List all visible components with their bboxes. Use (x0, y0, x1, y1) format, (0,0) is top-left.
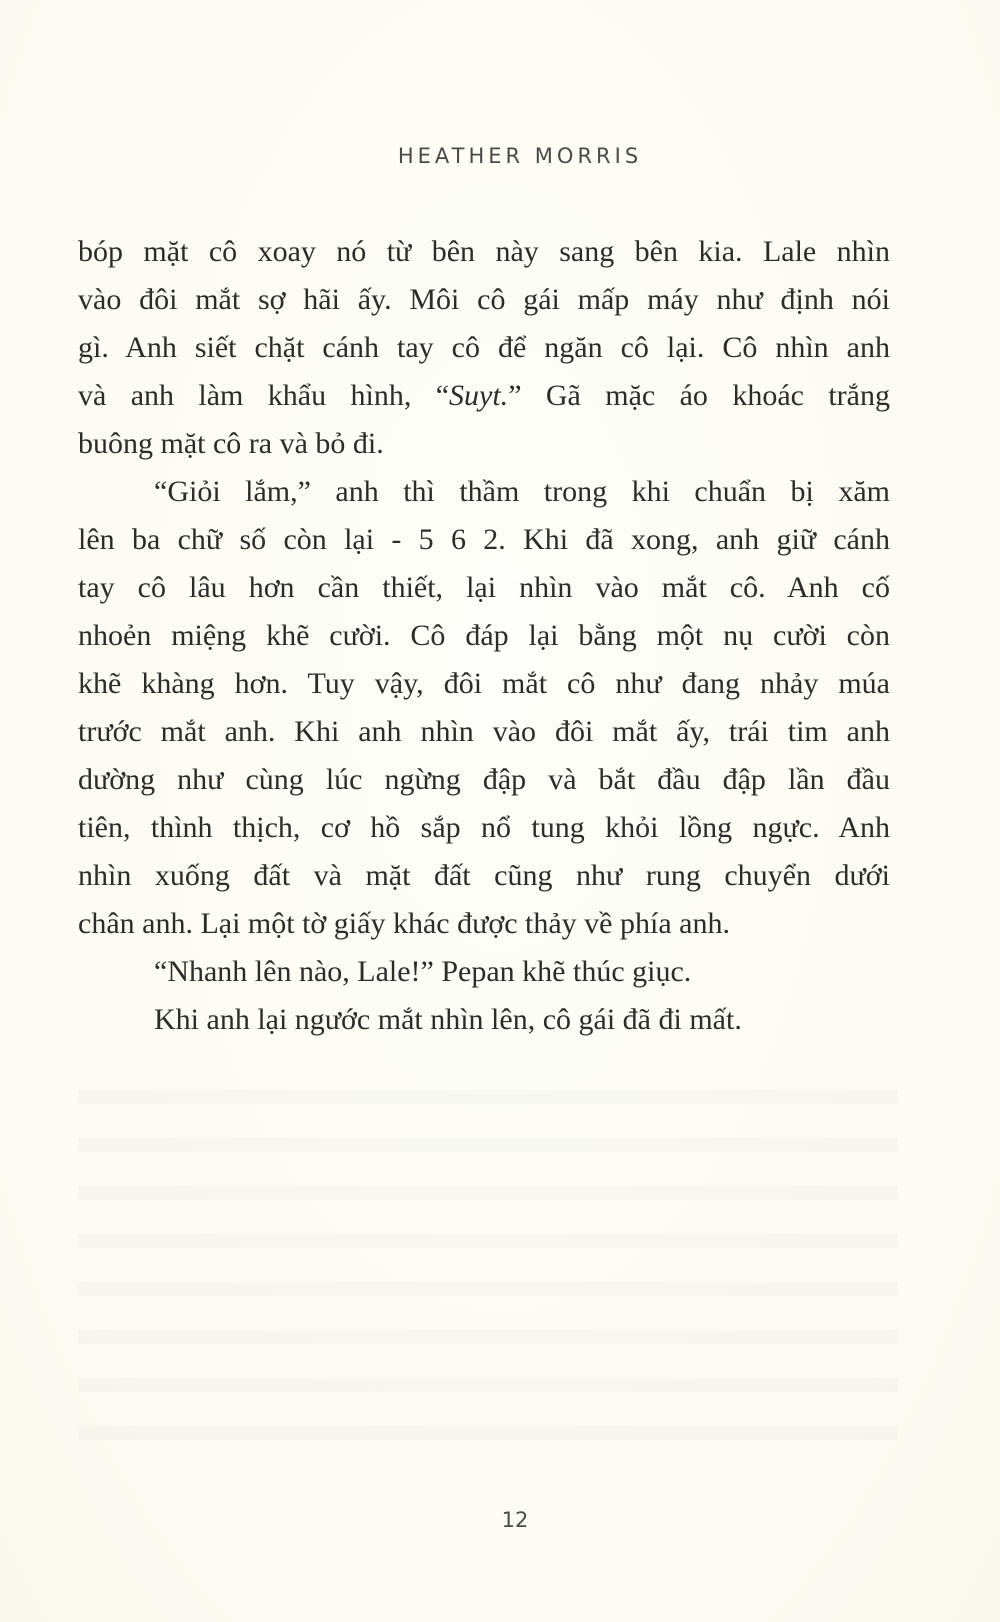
text-line: gì. Anh siết chặt cánh tay cô để ngăn cô lại. Cô nhìn anh (78, 331, 890, 364)
text-line: tiên, thình thịch, cơ hồ sắp nổ tung khỏi lồng ngực. Anh (78, 811, 890, 844)
text-line: lên ba chữ số còn lại - 5 6 2. Khi đã xong, anh giữ cánh (78, 523, 890, 556)
text-line: bóp mặt cô xoay nó từ bên này sang bên kia. Lale nhìn (78, 235, 890, 268)
text-line: trước mắt anh. Khi anh nhìn vào đôi mắt ấy, trái tim anh (78, 715, 890, 748)
paragraph-first-line: “Giỏi lắm,” anh thì thầm trong khi chuẩn bị xăm (154, 475, 890, 508)
paragraph-dialogue: “Nhanh lên nào, Lale!” Pepan khẽ thúc giục. (154, 955, 692, 988)
text-line: khẽ khàng hơn. Tuy vậy, đôi mắt cô như đang nhảy múa (78, 667, 890, 700)
text-line-with-italic (78, 372, 890, 420)
text-segment: ” Gã mặc áo khoác trắng (508, 379, 890, 412)
running-header-author: HEATHER MORRIS (397, 144, 643, 168)
text-line: dường như cùng lúc ngừng đập và bắt đầu đập lần đầu (78, 763, 890, 796)
text-line: nhìn xuống đất và mặt đất cũng như rung chuyển dưới (78, 859, 890, 892)
text-line: nhoẻn miệng khẽ cười. Cô đáp lại bằng một nụ cười còn (78, 619, 890, 652)
text-line: vào đôi mắt sợ hãi ấy. Môi cô gái mấp máy như định nói (78, 283, 890, 316)
show-through-bleed (78, 1070, 898, 1450)
italic-word: Suyt. (449, 379, 509, 412)
text-segment: và anh làm khẩu hình, “ (78, 379, 450, 412)
paragraph-closing: Khi anh lại ngước mắt nhìn lên, cô gái đã đi mất. (154, 1003, 742, 1036)
text-line: chân anh. Lại một tờ giấy khác được thảy về phía anh. (78, 907, 730, 940)
body-text (78, 228, 890, 1044)
text-line: buông mặt cô ra và bỏ đi. (78, 427, 384, 460)
page-number: 12 (501, 1508, 529, 1532)
text-line: tay cô lâu hơn cần thiết, lại nhìn vào mắt cô. Anh cố (78, 571, 890, 604)
